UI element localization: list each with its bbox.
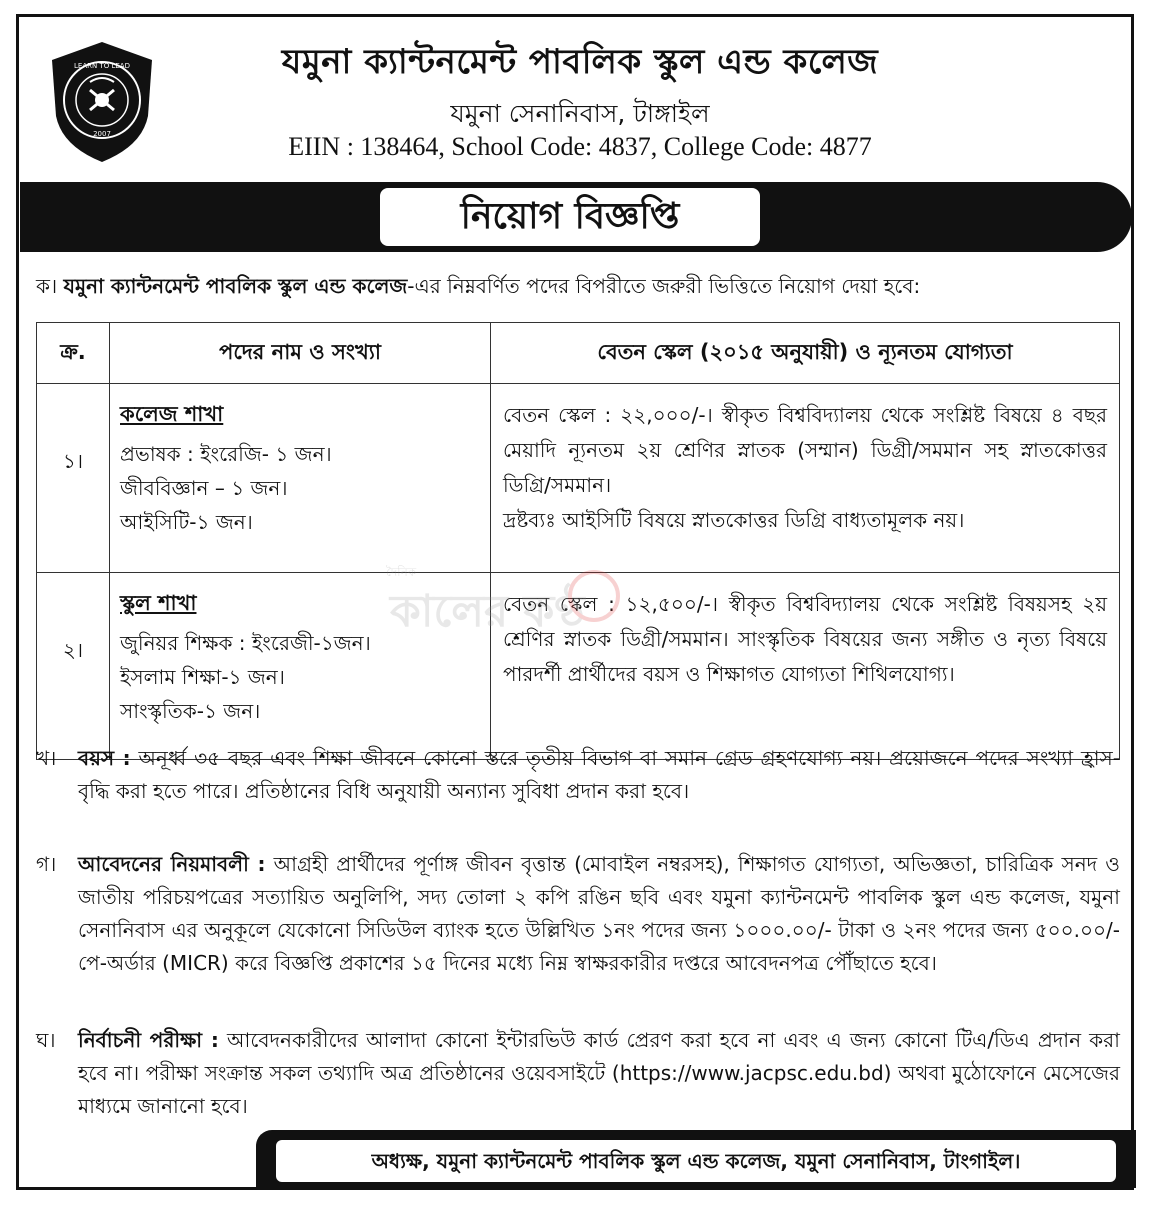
table-header-row	[37, 323, 1120, 384]
section-label: ঘ।	[36, 1028, 56, 1052]
footer-signature: অধ্যক্ষ, যমুনা ক্যান্টনমেন্ট পাবলিক স্কুল এন্ড কলেজ, যমুনা সেনানিবাস, টাংগাইল।	[276, 1140, 1116, 1182]
qualification-note: দ্রষ্টব্যঃ আইসিটি বিষয়ে স্নাতকোত্তর ডিগ্রি বাধ্যতামূলক নয়।	[503, 508, 965, 532]
section-text: আবেদনকারীদের আলাদা কোনো ইন্টারভিউ কার্ড প্রেরণ করা হবে না এবং এ জন্য কোনো টিএ/ডিএ প্রদান করা হবে না। পরীক্ষা সংক্রান্ত সকল তথ্যাদি অত্র প্রতিষ্ঠানের ওয়েবসাইটে (https://www.jacpsc.edu.bd) অথবা মুঠোফোনে মেসেজের মাধ্যমে জানানো হবে।	[78, 1028, 1120, 1118]
intro-line	[36, 272, 1126, 305]
newspaper-watermark	[380, 560, 680, 640]
row-serial: ১।	[62, 449, 84, 473]
branch-name: কলেজ শাখা	[120, 402, 224, 426]
col-header-serial: ক্র.	[37, 323, 110, 384]
institution-title: যমুনা ক্যান্টনমেন্ট পাবলিক স্কুল এন্ড কলেজ	[281, 42, 879, 82]
school-logo-icon	[44, 38, 160, 166]
notice-title: নিয়োগ বিজ্ঞপ্তি	[380, 188, 760, 246]
institution-codes: EIIN : 138464, School Code: 4837, College Code: 4877	[288, 132, 872, 161]
logo-motto: LEARN TO LEAD	[74, 62, 130, 70]
post-line: জুনিয়র শিক্ষক : ইংরেজী-১জন।	[120, 631, 371, 655]
section-heading: বয়স :	[78, 746, 131, 770]
table-row	[37, 384, 1120, 573]
intro-label: ক।	[36, 274, 58, 298]
section-selection-exam	[36, 1024, 1120, 1123]
section-heading: নির্বাচনী পরীক্ষা :	[78, 1028, 219, 1052]
section-label: গ।	[36, 852, 57, 876]
post-line: জীববিজ্ঞান – ১ জন।	[120, 476, 288, 500]
qualification-text: বেতন স্কেল : ১২,৫০০/-। স্বীকৃত বিশ্ববিদ্যালয় থেকে সংশ্লিষ্ট বিষয়সহ ২য় শ্রেণির স্নাতক ডিগ্রী/সমমান। সাংস্কৃতিক বিষয়ের জন্য সঙ্গীত ও নৃত্য বিষয়ে পারদর্শী প্রার্থীদের বয়স ও শিক্ষাগত যোগ্যতা শিথিলযোগ্য।	[503, 592, 1107, 686]
logo-year: 2007	[93, 130, 111, 138]
section-application-rules	[36, 848, 1120, 980]
section-heading: আবেদনের নিয়মাবলী :	[78, 852, 266, 876]
section-text: অনূর্ধ্ব ৩৫ বছর এবং শিক্ষা জীবনে কোনো স্তরে তৃতীয় বিভাগ বা সমান গ্রেড গ্রহণযোগ্য নয়। প্রয়োজনে পদের সংখ্যা হ্রাস-বৃদ্ধি করা হতে পারে। প্রতিষ্ঠানের বিধি অনুযায়ী অন্যান্য সুবিধা প্রদান করা হবে।	[78, 746, 1120, 803]
branch-name: স্কুল শাখা	[120, 591, 197, 615]
post-line: সাংস্কৃতিক-১ জন।	[120, 699, 261, 723]
intro-bold: যমুনা ক্যান্টনমেন্ট পাবলিক স্কুল এন্ড কলেজ	[63, 274, 408, 298]
row-serial: ২।	[62, 638, 84, 662]
col-header-qualification: বেতন স্কেল (২০১৫ অনুযায়ী) ও ন্যূনতম যোগ্যতা	[491, 323, 1120, 384]
section-text: আগ্রহী প্রার্থীদের পূর্ণাঙ্গ জীবন বৃত্তান্ত (মোবাইল নম্বরসহ), শিক্ষাগত যোগ্যতা, অভিজ্ঞতা, চারিত্রিক সনদ ও জাতীয় পরিচয়পত্রের সত্যায়িত অনুলিপি, সদ্য তোলা ২ কপি রঙিন ছবি এবং যমুনা ক্যান্টনমেন্ট পাবলিক স্কুল এন্ড কলেজ, যমুনা সেনানিবাস এর অনুকূলে যেকোনো সিডিউল ব্যাংক হতে উল্লিখিত ১নং পদের জন্য ১০০০.০০/- টাকা ও ২নং পদের জন্য ৫০০.০০/- পে-অর্ডার (MICR) করে বিজ্ঞপ্তি প্রকাশের ১৫ দিনের মধ্যে নিম্ন স্বাক্ষরকারীর দপ্তরে আবেদনপত্র পৌঁছাতে হবে।	[78, 852, 1120, 975]
col-header-post: পদের নাম ও সংখ্যা	[110, 323, 491, 384]
posts-table	[36, 322, 1120, 760]
institution-location: যমুনা সেনানিবাস, টাঙ্গাইল	[450, 99, 710, 128]
intro-rest: -এর নিম্নবর্ণিত পদের বিপরীতে জরুরী ভিত্তিতে নিয়োগ দেয়া হবে:	[407, 274, 921, 298]
post-line: আইসিটি-১ জন।	[120, 510, 253, 534]
post-line: প্রভাষক : ইংরেজি- ১ জন।	[120, 442, 332, 466]
post-line: ইসলাম শিক্ষা-১ জন।	[120, 665, 285, 689]
section-label: খ।	[36, 746, 57, 770]
watermark-large: কালের কণ্ঠ	[390, 586, 585, 637]
section-age	[36, 742, 1120, 808]
qualification-text: বেতন স্কেল : ২২,০০০/-। স্বীকৃত বিশ্ববিদ্যালয় থেকে সংশ্লিষ্ট বিষয়ে ৪ বছর মেয়াদি ন্যূনতম ২য় শ্রেণির স্নাতক (সম্মান) ডিগ্রী/সমমান সহ স্নাতকোত্তর ডিগ্রি/সমমান।	[503, 403, 1107, 497]
watermark-small: দৈনিক	[386, 565, 417, 579]
